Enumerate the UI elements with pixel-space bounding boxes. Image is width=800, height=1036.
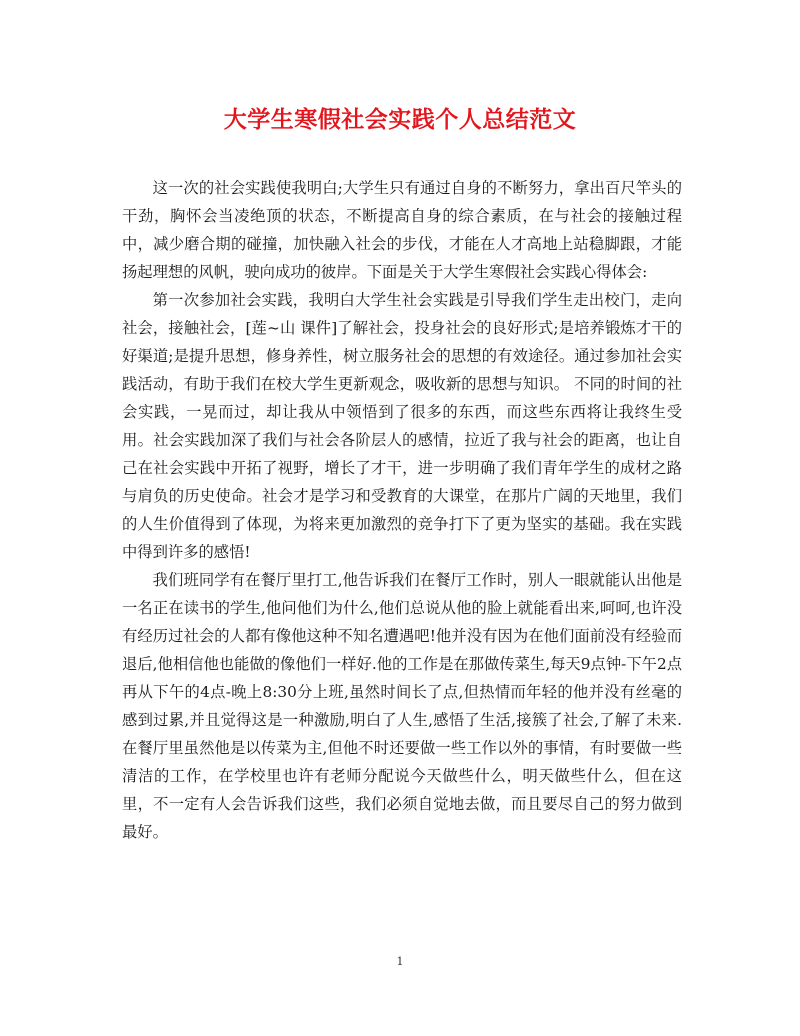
document-title: 大学生寒假社会实践个人总结范文 — [223, 106, 577, 133]
page-number: 1 — [396, 955, 404, 968]
paragraph-2: 第一次参加社会实践，我明白大学生社会实践是引导我们学生走出校门，走向社会，接触社会，[莲~山 课件]了解社会，投身社会的良好形式;是培养锻炼才干的好渠道;是提升思想，修身养性，树立服务社会的思想的有效途径。通过参加社会实践活动，有助于我们在校大学生更新观念，吸收新的思想与知识。 不同的时间的社会实践，一晃而过，却让我从中领悟到了很多的东西，而这些东西将让我终生受用。社会实践加深了我们与社会各阶层人的感情，拉近了我与社会的距离，也让自己在社会实践中开拓了视野，增长了才干，进一步明确了我们青年学生的成材之路与肩负的历史使命。社会才是学习和受教育的大课堂，在那片广阔的天地里，我们的人生价值得到了体现，为将来更加激烈的竞争打下了更为坚实的基础。我在实践中得到许多的感悟! — [122, 291, 682, 561]
paragraph-1: 这一次的社会实践使我明白;大学生只有通过自身的不断努力，拿出百尺竿头的干劲，胸怀会当凌绝顶的状态，不断提高自身的综合素质，在与社会的接触过程中，减少磨合期的碰撞，加快融入社会的步伐，才能在人才高地上站稳脚跟，才能扬起理想的风帆，驶向成功的彼岸。下面是关于大学生寒假社会实践心得体会: — [122, 179, 682, 281]
document-body — [122, 174, 682, 846]
paragraph-3: 我们班同学有在餐厅里打工,他告诉我们在餐厅工作时，别人一眼就能认出他是一名正在读书的学生,他问他们为什么,他们总说从他的脸上就能看出来,呵呵,也许没有经历过社会的人都有像他这种不知名遭遇吧!他并没有因为在他们面前没有经验而退后,他相信他也能做的像他们一样好.他的工作是在那做传菜生,每天9点钟-下午2点再从下午的4点-晚上8:30分上班,虽然时间长了点,但热情而年轻的他并没有丝毫的感到过累,并且觉得这是一种激励,明白了人生,感悟了生活,接簇了社会,了解了未来.在餐厅里虽然他是以传菜为主,但他不时还要做一些工作以外的事情，有时要做一些清洁的工作，在学校里也许有老师分配说今天做些什么，明天做些什么，但在这里，不一定有人会告诉我们这些，我们必须自觉地去做，而且要尽自己的努力做到最好。 — [122, 571, 682, 841]
